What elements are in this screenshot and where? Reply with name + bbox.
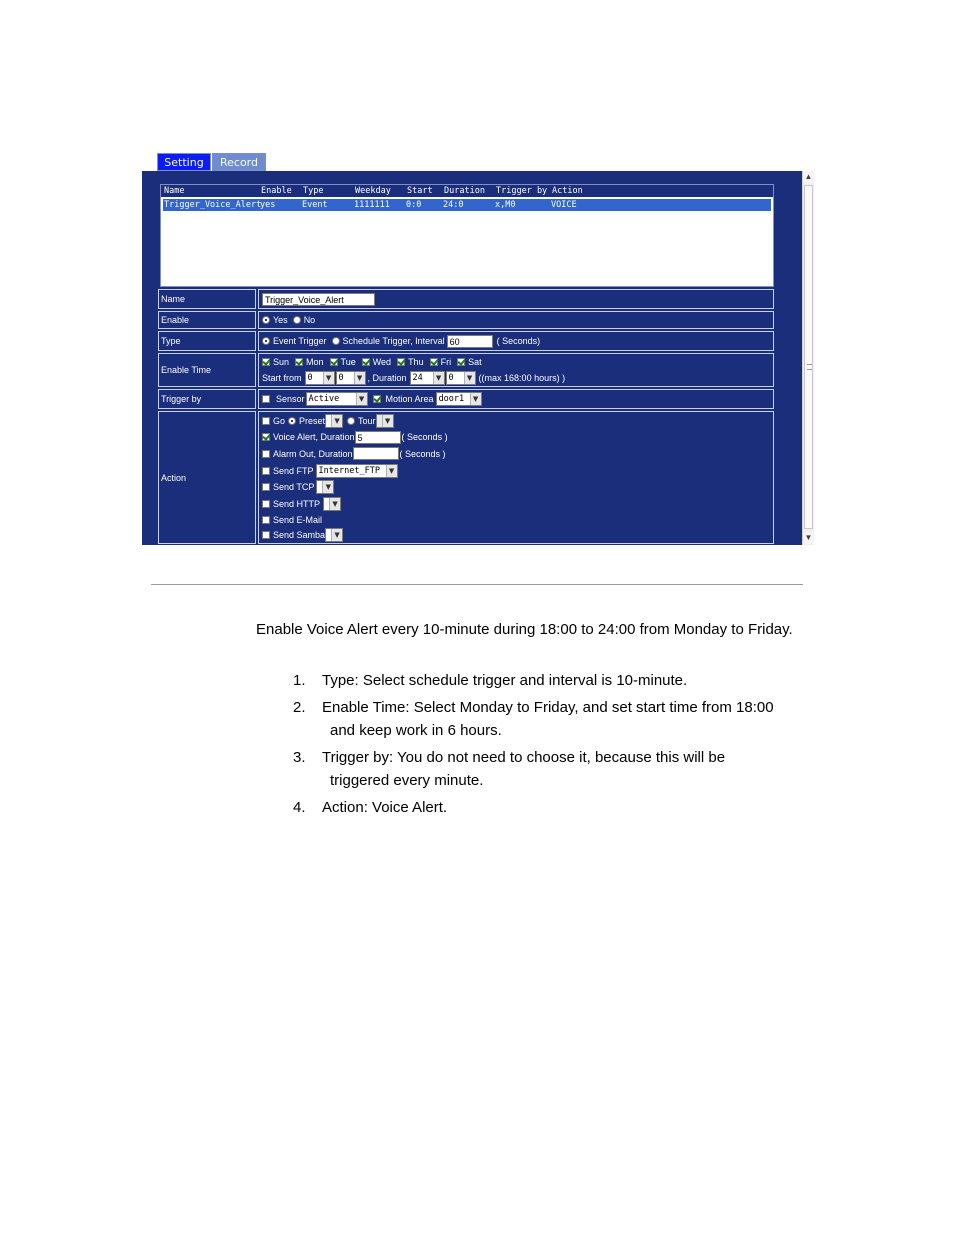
label-action: Action: [158, 411, 256, 544]
day-fri-label: Fri: [440, 357, 452, 367]
preset-select[interactable]: [325, 414, 343, 428]
step-number: 3.: [293, 749, 306, 766]
chevron-down-icon: ▼: [329, 498, 340, 510]
duration-hour-select[interactable]: [410, 371, 445, 385]
event-list-header: [161, 185, 773, 197]
alarm-out-label: Alarm Out, Duration: [273, 448, 353, 459]
enable-no-radio[interactable]: [293, 316, 301, 324]
send-http-checkbox[interactable]: [262, 500, 270, 508]
start-hour-value: 0: [307, 373, 313, 383]
chevron-down-icon: ▼: [354, 372, 365, 384]
chevron-down-icon: ▼: [322, 481, 333, 493]
send-ftp-label: Send FTP: [273, 465, 314, 476]
chevron-down-icon: ▼: [382, 415, 393, 427]
tour-label: Tour: [358, 416, 376, 426]
chevron-down-icon: ▼: [470, 393, 481, 405]
chevron-down-icon: ▼: [331, 415, 342, 427]
scroll-up-icon[interactable]: ▲: [804, 172, 813, 181]
alarm-duration-unit: ( Seconds ): [399, 448, 446, 459]
cell-enable-time-field: [258, 353, 774, 387]
step-text: Type: Select schedule trigger and interval is 10-minute.: [322, 672, 688, 689]
tour-select[interactable]: [376, 414, 394, 428]
interval-unit: ( Seconds): [496, 336, 541, 346]
cell-start: 0:0: [406, 200, 422, 210]
voice-alert-checkbox[interactable]: [262, 433, 270, 441]
sensor-checkbox[interactable]: [262, 395, 270, 403]
event-list[interactable]: [160, 184, 774, 287]
enable-no-label: No: [303, 315, 316, 325]
cell-trigger-by-field: [258, 389, 774, 409]
cell-type-field: [258, 331, 774, 351]
day-thu-label: Thu: [408, 357, 424, 367]
samba-select[interactable]: [325, 528, 343, 542]
duration-minute-value: 0: [448, 373, 454, 383]
name-input[interactable]: Trigger_Voice_Alert: [262, 293, 375, 306]
cell-type: Event: [302, 200, 328, 210]
chevron-down-icon: ▼: [331, 529, 342, 541]
send-samba-checkbox[interactable]: [262, 531, 270, 539]
event-config-panel: [142, 171, 802, 545]
day-wed-checkbox[interactable]: [362, 358, 370, 366]
day-tue-label: Tue: [340, 357, 356, 367]
scroll-down-icon[interactable]: ▼: [804, 533, 813, 542]
day-wed-label: Wed: [372, 357, 392, 367]
intro-paragraph: Enable Voice Alert every 10-minute during 18:00 to 24:00 from Monday to Friday.: [256, 621, 793, 638]
send-tcp-label: Send TCP: [273, 482, 315, 492]
motion-area-checkbox[interactable]: [373, 395, 381, 403]
col-trigger-by: Trigger by: [496, 186, 548, 196]
row-enable: [158, 311, 774, 329]
label-enable-time: Enable Time: [158, 353, 256, 387]
cell-action: VOICE: [551, 200, 577, 210]
chevron-down-icon: ▼: [356, 393, 367, 405]
duration-hour-value: 24: [412, 373, 423, 383]
step-text: Action: Voice Alert.: [322, 799, 448, 816]
start-from-label: Start from: [262, 373, 302, 383]
step-number: 4.: [293, 799, 306, 816]
preset-radio[interactable]: [288, 417, 296, 425]
day-sat-checkbox[interactable]: [457, 358, 465, 366]
step-text-continued: and keep work in 6 hours.: [330, 722, 502, 739]
ftp-select[interactable]: [316, 464, 398, 478]
cell-trigger-by: x,M0: [495, 200, 516, 210]
day-mon-checkbox[interactable]: [295, 358, 303, 366]
duration-minute-select[interactable]: [446, 371, 476, 385]
label-type: Type: [158, 331, 256, 351]
step-text-continued: triggered every minute.: [330, 772, 484, 789]
cell-weekday: 1111111: [354, 200, 390, 210]
enable-yes-radio[interactable]: [262, 316, 270, 324]
chevron-down-icon: ▼: [386, 465, 397, 477]
enable-yes-label: Yes: [273, 315, 288, 325]
divider: [151, 584, 803, 585]
tab-setting[interactable]: Setting: [157, 153, 211, 171]
list-item: [293, 796, 813, 819]
cell-name-field: [258, 289, 774, 309]
sensor-select[interactable]: [306, 392, 368, 406]
send-email-label: Send E-Mail: [273, 514, 323, 525]
label-enable: Enable: [158, 311, 256, 329]
row-enable-time: [158, 353, 774, 387]
label-name: Name: [158, 289, 256, 309]
send-http-label: Send HTTP: [273, 498, 321, 509]
col-start: Start: [407, 186, 433, 196]
chevron-down-icon: ▼: [464, 372, 475, 384]
send-ftp-checkbox[interactable]: [262, 467, 270, 475]
send-samba-label: Send Samba: [273, 530, 326, 540]
chevron-down-icon: ▼: [433, 372, 444, 384]
step-number: 1.: [293, 672, 306, 689]
voice-alert-label: Voice Alert, Duration: [273, 432, 355, 442]
row-action: [158, 411, 774, 544]
type-schedule-label: Schedule Trigger, Interval: [342, 336, 445, 346]
row-type: [158, 331, 774, 351]
duration-label: , Duration: [367, 373, 407, 383]
chevron-down-icon: ▼: [323, 372, 334, 384]
start-hour-select[interactable]: [305, 371, 335, 385]
col-action: Action: [552, 186, 583, 196]
tab-bar: [157, 153, 266, 171]
day-sun-checkbox[interactable]: [262, 358, 270, 366]
start-minute-value: 0: [338, 373, 344, 383]
step-text: Enable Time: Select Monday to Friday, and set start time from 18:00: [322, 699, 774, 716]
label-trigger-by: Trigger by: [158, 389, 256, 409]
col-name: Name: [164, 186, 185, 196]
day-tue-checkbox[interactable]: [330, 358, 338, 366]
step-number: 2.: [293, 699, 306, 716]
cell-enable-field: [258, 311, 774, 329]
max-duration-note: ((max 168:00 hours) ): [478, 373, 566, 383]
go-label: Go: [273, 416, 286, 426]
type-event-radio[interactable]: [262, 337, 270, 345]
cell-name: Trigger_Voice_Alert: [164, 200, 262, 210]
day-sat-label: Sat: [468, 357, 482, 367]
row-name: [158, 289, 774, 309]
preset-label: Preset: [299, 416, 326, 426]
list-item: [293, 696, 813, 742]
type-schedule-radio[interactable]: [332, 337, 340, 345]
cell-enable: yes: [260, 200, 276, 210]
grip-icon: [807, 364, 812, 370]
day-mon-label: Mon: [306, 357, 324, 367]
alarm-duration-input[interactable]: [353, 447, 399, 460]
step-text: Trigger by: You do not need to choose it, because this will be: [322, 749, 726, 766]
list-item: [293, 669, 813, 692]
tour-radio[interactable]: [347, 417, 355, 425]
type-event-label: Event Trigger: [273, 336, 327, 346]
list-item: [293, 746, 813, 792]
col-enable: Enable: [261, 186, 292, 196]
event-list-row[interactable]: [163, 199, 771, 211]
tcp-select[interactable]: [316, 480, 334, 494]
tab-record[interactable]: Record: [212, 153, 266, 171]
http-select[interactable]: [323, 497, 341, 511]
col-duration: Duration: [444, 186, 485, 196]
row-trigger-by: [158, 389, 774, 409]
sensor-label: Sensor: [276, 394, 305, 404]
send-tcp-checkbox[interactable]: [262, 483, 270, 491]
col-type: Type: [303, 186, 324, 196]
day-fri-checkbox[interactable]: [430, 358, 438, 366]
interval-input[interactable]: 60: [447, 335, 493, 348]
cell-action-field: [258, 411, 774, 544]
scrollbar-thumb[interactable]: [804, 185, 813, 529]
alarm-out-checkbox[interactable]: [262, 450, 270, 458]
motion-area-select[interactable]: [436, 392, 482, 406]
motion-area-value: door1: [438, 394, 465, 404]
motion-area-label: Motion Area: [385, 394, 434, 404]
go-checkbox[interactable]: [262, 417, 270, 425]
day-sun-label: Sun: [273, 357, 290, 367]
voice-duration-unit: ( Seconds ): [401, 432, 448, 442]
start-minute-select[interactable]: [336, 371, 366, 385]
col-weekday: Weekday: [355, 186, 391, 196]
vertical-scrollbar[interactable]: [802, 171, 814, 545]
voice-duration-input[interactable]: 5: [355, 431, 401, 444]
steps-list: [293, 669, 813, 823]
cell-duration: 24:0: [443, 200, 464, 210]
day-thu-checkbox[interactable]: [397, 358, 405, 366]
send-email-checkbox[interactable]: [262, 516, 270, 524]
sensor-value: Active: [308, 394, 340, 404]
ftp-value: Internet_FTP: [318, 465, 380, 476]
